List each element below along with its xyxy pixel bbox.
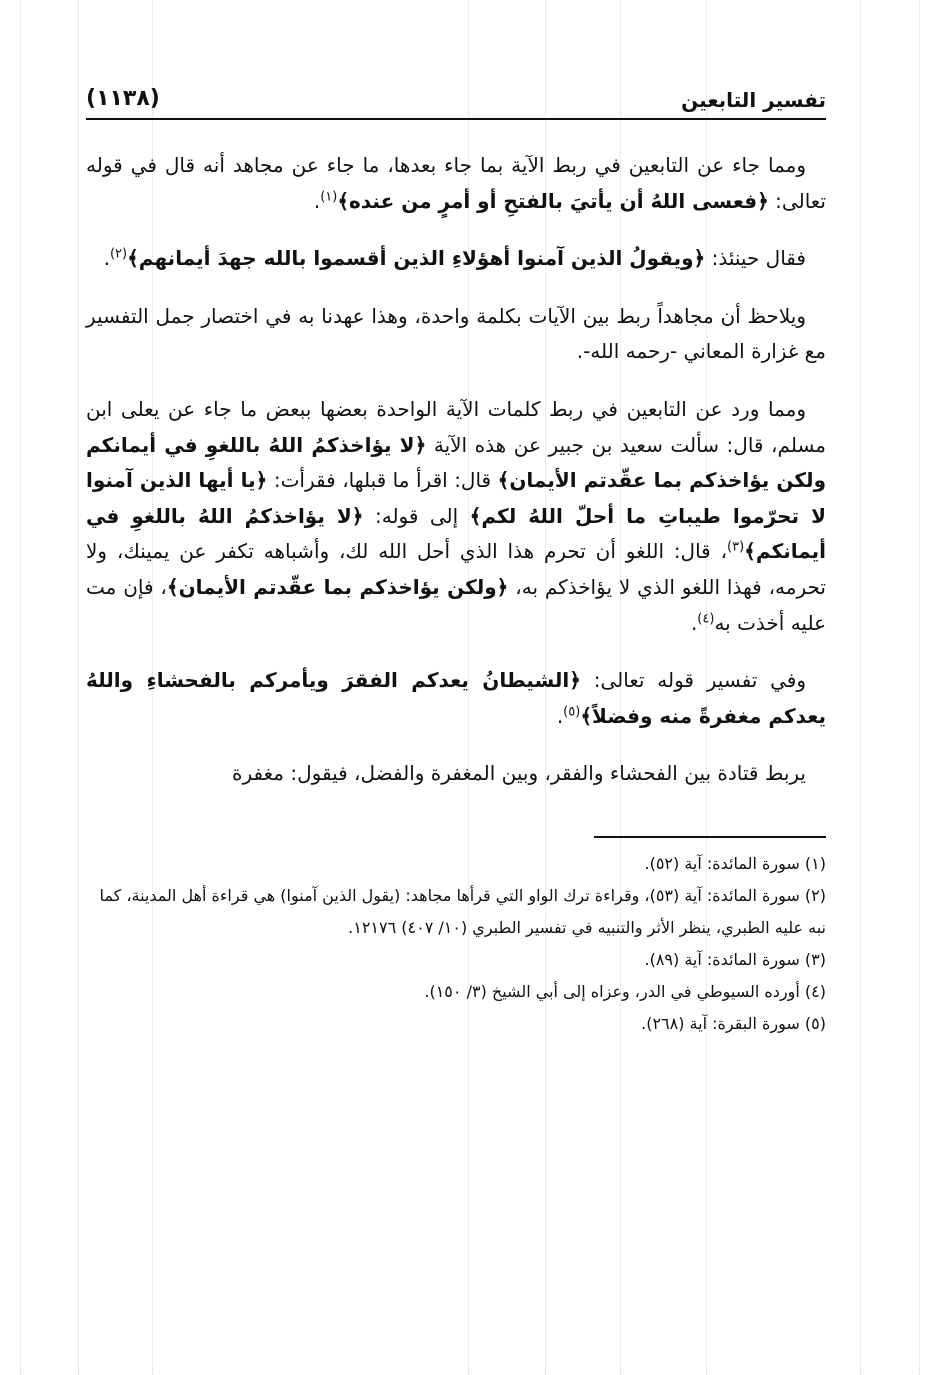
text-run: .: [313, 188, 321, 213]
running-title: تفسير التابعين: [681, 88, 826, 112]
footnote-item: (٣) سورة المائدة: آية (٨٩).: [644, 949, 826, 969]
footnote-ref: (٢): [109, 246, 128, 262]
page-number: (١١٣٨): [86, 86, 160, 111]
body-text: [86, 148, 826, 792]
scan-guide: [20, 0, 21, 1375]
text-run: .: [556, 703, 564, 728]
footnotes: [86, 848, 826, 1040]
text-run: إلى قوله:: [363, 503, 470, 528]
scan-guide: [78, 0, 79, 1375]
text-run: ، فإن مت عليه أخذت به: [86, 574, 826, 635]
footnote-ref: (٥): [563, 704, 581, 720]
text-run: فقال حينئذ:: [705, 246, 806, 271]
quran-quote: ﴿الشيطانُ يعدكم الفقرَ ويأمركم بالفحشاءِ واللهُ يعدكم مغفرةً منه وفضلاً﴾: [86, 668, 826, 728]
footnote-item: (٤) أورده السيوطي في الدر، وعزاه إلى أبي الشيخ (٣/ ١٥٠).: [424, 981, 826, 1001]
document-page: [86, 84, 826, 1040]
quran-quote: ﴿لا يؤاخذكمُ اللهُ باللغوِ في أيمانكم ولكن يؤاخذكم بما عقّدتم الأيمان﴾: [86, 432, 826, 493]
scan-guide: [860, 0, 861, 1375]
text-run: يربط قتادة بين الفحشاء والفقر، وبين المغفرة والفضل، فيقول: مغفرة: [232, 761, 806, 786]
footnote-item: (٥) سورة البقرة: آية (٢٦٨).: [641, 1013, 826, 1033]
footnote-ref: (١): [320, 188, 338, 204]
text-run: ومما ورد عن التابعين في ربط كلمات الآية الواحدة بعضها ببعض ما جاء عن يعلى ابن مسلم، قال: سألت سعيد بن جبير عن هذه الآية: [86, 396, 826, 457]
footnote-item: (١) سورة المائدة: آية (٥٢).: [644, 853, 826, 873]
footnote-separator: [594, 836, 826, 838]
text-run: .: [690, 610, 698, 635]
paragraph: [86, 148, 826, 219]
text-run: وفي تفسير قوله تعالى:: [580, 668, 807, 693]
paragraph: [86, 663, 826, 734]
quran-quote: ﴿يا أيها الذين آمنوا لا تحرّموا طيباتِ ما أحلّ اللهُ لكم﴾: [86, 468, 826, 528]
paragraph: [86, 392, 826, 641]
paragraph: [86, 299, 826, 370]
footnote-ref: (٣): [727, 539, 745, 555]
text-run: .: [103, 246, 110, 271]
quran-quote: ﴿ويقولُ الذين آمنوا أهؤلاءِ الذين أقسموا بالله جهدَ أيمانهم﴾: [127, 246, 706, 271]
text-run: ويلاحظ أن مجاهداً ربط بين الآيات بكلمة واحدة، وهذا عهدنا به في اختصار جمل التفسير مع غزارة المعاني -رحمه الله-.: [86, 303, 826, 364]
paragraph: [86, 756, 826, 792]
quran-quote: ﴿لا يؤاخذكمُ اللهُ باللغوِ في أيمانكم﴾: [86, 503, 826, 564]
footnote-item: (٢) سورة المائدة: آية (٥٣)، وقراءة ترك الواو التي قرأها مجاهد: (يقول الذين آمنوا) هي قراءة أهل المدينة، كما نبه عليه الطبري، ينظر الأثر والتنبيه في تفسير الطبري (١٠/ ٤٠٧) ١٢١٧٦.: [99, 885, 826, 937]
header-rule: [86, 118, 826, 120]
text-run: قال: اقرأ ما قبلها، فقرأت:: [267, 468, 498, 493]
paragraph: [86, 241, 826, 277]
quran-quote: ﴿فعسى اللهُ أن يأتيَ بالفتحِ أو أمرٍ من عنده﴾: [337, 188, 769, 213]
text-run: ، قال: اللغو أن تحرم هذا الذي أحل الله لك، وأشباهه تكفر عن يمينك، ولا تحرمه، فهذا اللغو الذي لا يؤاخذكم به،: [86, 539, 826, 599]
footnote-ref: (٤): [697, 610, 715, 626]
text-run: ومما جاء عن التابعين في ربط الآية بما جاء بعدها، ما جاء عن مجاهد أنه قال في قوله تعالى:: [86, 153, 826, 213]
scan-guide: [919, 0, 920, 1375]
page-header: [86, 84, 826, 120]
quran-quote: ﴿ولكن يؤاخذكم بما عقّدتم الأيمان﴾: [166, 574, 509, 599]
